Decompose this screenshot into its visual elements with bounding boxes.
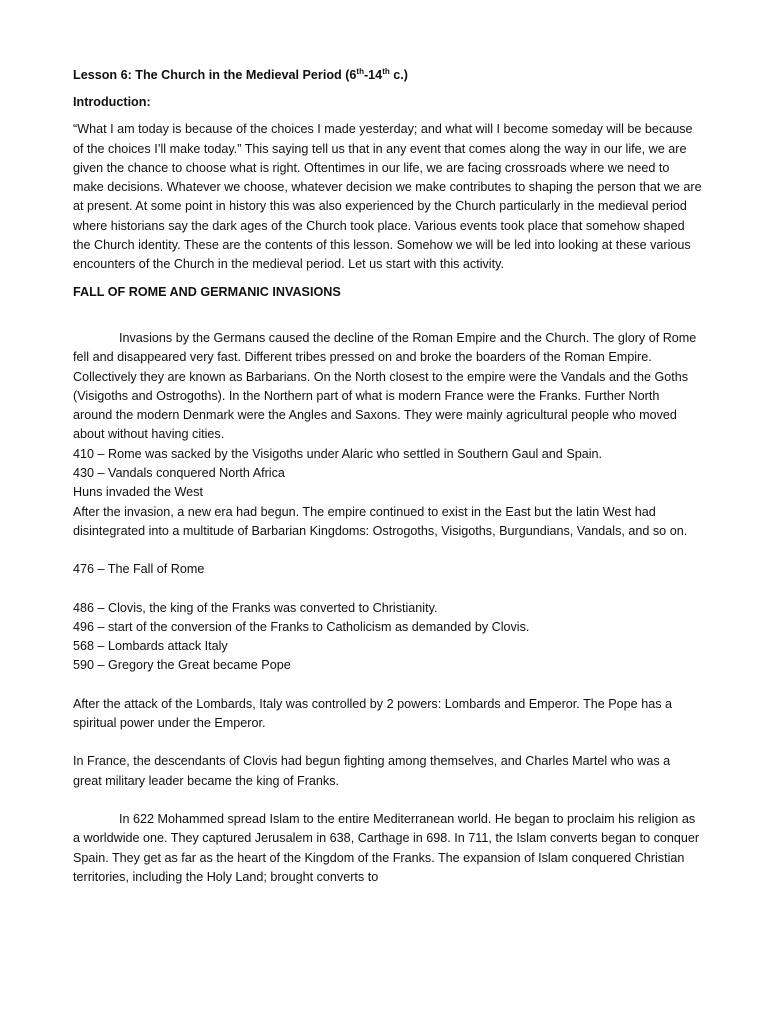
lesson-title-sup-start: th [356, 67, 364, 76]
islam-paragraph: In 622 Mohammed spread Islam to the entire Mediterranean world. He began to proclaim his religion as a worldwide one. They captured Jerusalem in 638, Carthage in 698. In 711, the Islam converts began to conquer Spain. They get as far as the heart of the Kingdom of the Franks. The expansion of Islam conquered Christian territories, including the Holy Land; brought converts to [73, 811, 700, 884]
timeline-a-item: Huns invaded the West [73, 485, 203, 500]
lesson-title-sup-end: th [382, 67, 390, 76]
timeline-a-item: 410 – Rome was sacked by the Visigoths under Alaric who settled in Southern Gaul and Spain. [73, 446, 603, 461]
invasions-paragraph: Invasions by the Germans caused the decline of the Roman Empire and the Church. The glory of Rome fell and disappeared very fast. Different tribes pressed on and broke the boarders of the Roman Empire. Collectively they are known as Barbarians. On the North closest to the empire were the Vandals and the Goths (Visigoths and Ostrogoths). In the Northern part of what is modern France were the Franks. Further North around the modern Denmark were the Angles and Saxons. They were mainly agricultural people who moved about without having cities. [73, 330, 697, 442]
lesson-title-prefix: Lesson 6: The Church in the Medieval Period (6 [73, 68, 357, 82]
timeline-b-item: 568 – Lombards attack Italy [73, 639, 228, 654]
france-paragraph: In France, the descendants of Clovis had begun fighting among themselves, and Charles Martel who was a great military leader became the king of Franks. [73, 754, 671, 788]
timeline-a-item: 430 – Vandals conquered North Africa [73, 466, 285, 481]
spacer [73, 676, 702, 695]
fall-of-rome-line: 476 – The Fall of Rome [73, 562, 205, 577]
spacer [73, 310, 702, 329]
lesson-title [73, 66, 702, 85]
spacer [73, 580, 702, 599]
lesson-title-dash: -14 [363, 68, 383, 82]
introduction-heading: Introduction: [73, 95, 151, 109]
timeline-b-item: 486 – Clovis, the king of the Franks was converted to Christianity. [73, 600, 438, 615]
lombards-paragraph: After the attack of the Lombards, Italy was controlled by 2 powers: Lombards and Emperor. The Pope has a spiritual power under the Emperor. [73, 696, 672, 731]
after-invasion-paragraph: After the invasion, a new era had begun. The empire continued to exist in the East but the latin West had disintegrated into a multitude of Barbarian Kingdoms: Ostrogoths, Visigoths, Burgundians, Vandals, and so on. [73, 504, 688, 538]
timeline-b-item: 496 – start of the conversion of the Franks to Catholicism as demanded by Clovis. [73, 619, 530, 634]
lesson-title-suffix: c.) [389, 68, 408, 82]
section-heading: FALL OF ROME AND GERMANIC INVASIONS [73, 284, 341, 299]
introduction-paragraph: “What I am today is because of the choices I made yesterday; and what will I become someday will be because of the choices I’ll make today.” This saying tell us that in any event that comes along the way in our life, we are given the chance to choose what is right. Oftentimes in our life, we are facing crossroads where we need to make decisions. Whatever we choose, whatever decision we make contributes to shaping the person that we are at present. At some point in history this was also experienced by the Church particularly in the medieval period where historians say the dark ages of the Church took place. Various events took place that somehow shaped the Church identity. These are the contents of this lesson. Somehow we will be led into looking at these various encounters of the Church in the medieval period. Let us start with this activity. [73, 122, 702, 272]
spacer [73, 791, 702, 810]
timeline-b-item: 590 – Gregory the Great became Pope [73, 658, 291, 673]
spacer [73, 733, 702, 752]
spacer [73, 541, 702, 560]
